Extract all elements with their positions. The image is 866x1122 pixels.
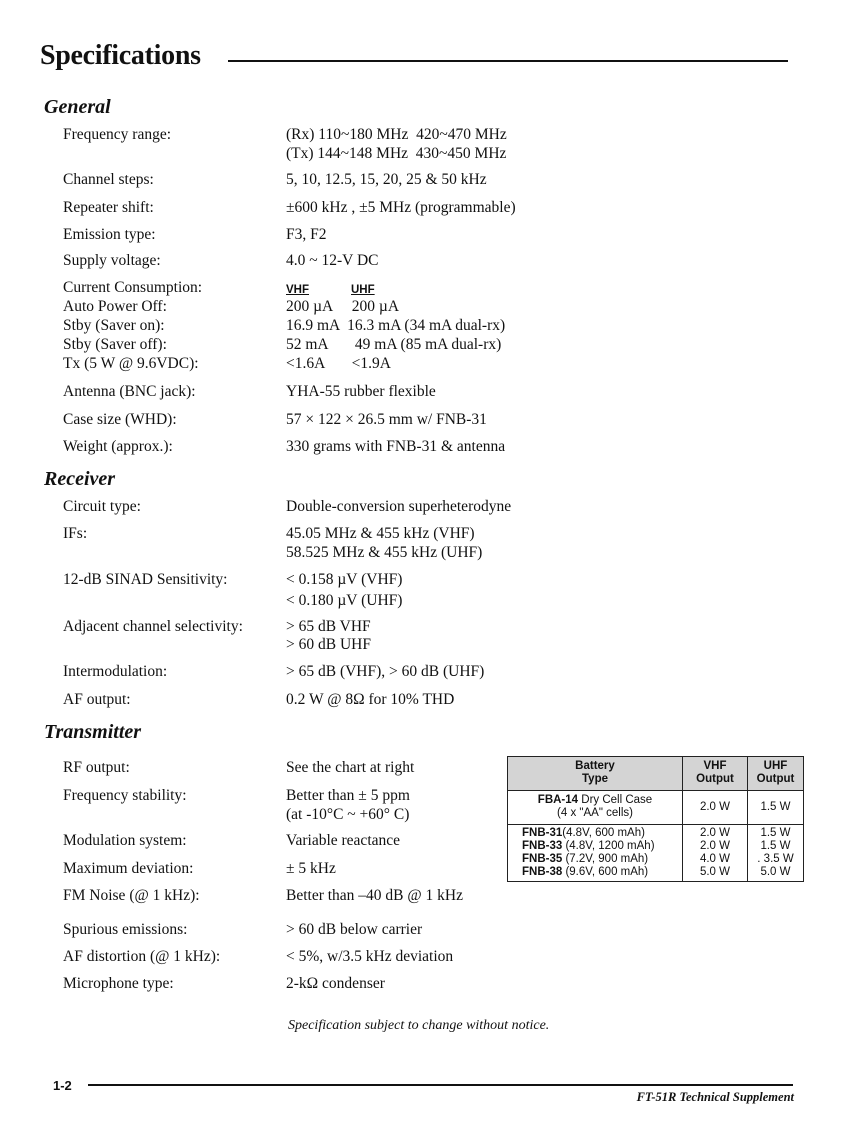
adj-value-2: > 60 dB UHF bbox=[286, 636, 371, 653]
current-vhf-header: VHF bbox=[286, 284, 309, 296]
uhf-output: 5.0 W bbox=[760, 866, 791, 878]
stby-off-value: 52 mA 49 mA (85 mA dual-rx) bbox=[286, 336, 502, 353]
table-row-group bbox=[508, 824, 803, 881]
table-row bbox=[508, 790, 803, 824]
section-transmitter: Transmitter bbox=[44, 721, 142, 743]
sinad-value-2: < 0.180 µV (UHF) bbox=[286, 592, 403, 609]
weight-label: Weight (approx.): bbox=[63, 438, 173, 455]
fm-noise-value: Better than –40 dB @ 1 kHz bbox=[286, 887, 463, 904]
case-value: 57 × 122 × 26.5 mm w/ FNB-31 bbox=[286, 411, 487, 428]
apo-value: 200 µA 200 µA bbox=[286, 298, 400, 315]
table-header-row bbox=[508, 757, 803, 790]
page-number: 1-2 bbox=[53, 1078, 72, 1093]
spurious-label: Spurious emissions: bbox=[63, 921, 188, 938]
antenna-label: Antenna (BNC jack): bbox=[63, 383, 196, 400]
change-notice: Specification subject to change without notice. bbox=[288, 1018, 550, 1033]
battery-desc: Dry Cell Case bbox=[578, 794, 653, 806]
battery-name: FNB-38 bbox=[522, 866, 563, 878]
steps-label: Channel steps: bbox=[63, 171, 154, 188]
current-uhf-header: UHF bbox=[351, 284, 375, 296]
heading-rule bbox=[228, 60, 788, 62]
freq-rx: (Rx) 110~180 MHz 420~470 MHz bbox=[286, 126, 507, 143]
apo-label: Auto Power Off: bbox=[63, 298, 167, 315]
table-row bbox=[522, 827, 682, 840]
steps-value: 5, 10, 12.5, 15, 20, 25 & 50 kHz bbox=[286, 171, 487, 188]
ifs-value-2: 58.525 MHz & 455 kHz (UHF) bbox=[286, 544, 483, 561]
battery-output-table bbox=[507, 756, 804, 882]
antenna-value: YHA-55 rubber flexible bbox=[286, 383, 436, 400]
supply-label: Supply voltage: bbox=[63, 252, 161, 269]
battery-name: FBA-14 bbox=[537, 794, 579, 806]
stby-on-label: Stby (Saver on): bbox=[63, 317, 165, 334]
stby-off-label: Stby (Saver off): bbox=[63, 336, 167, 353]
adj-label: Adjacent channel selectivity: bbox=[63, 618, 243, 635]
section-general: General bbox=[44, 96, 111, 118]
uhf-output: . 3.5 W bbox=[757, 853, 794, 865]
uhf-output: 1.5 W bbox=[760, 801, 791, 813]
uhf-output: 1.5 W bbox=[760, 827, 791, 839]
vhf-output: 2.0 W bbox=[683, 791, 748, 824]
rf-label: RF output: bbox=[63, 759, 130, 776]
vhf-output: 2.0 W bbox=[699, 827, 731, 839]
sinad-label: 12-dB SINAD Sensitivity: bbox=[63, 571, 228, 588]
header-uhf-output: Output bbox=[756, 773, 795, 785]
microphone-value: 2-kΩ condenser bbox=[286, 975, 385, 992]
stability-label: Frequency stability: bbox=[63, 787, 187, 804]
tx-current-label: Tx (5 W @ 9.6VDC): bbox=[63, 355, 199, 372]
footer-rule bbox=[88, 1084, 793, 1086]
deviation-value: ± 5 kHz bbox=[286, 860, 336, 877]
battery-name: FNB-35 bbox=[522, 853, 563, 865]
fm-noise-label: FM Noise (@ 1 kHz): bbox=[63, 887, 200, 904]
imod-value: > 65 dB (VHF), > 60 dB (UHF) bbox=[286, 663, 485, 680]
rf-value: See the chart at right bbox=[286, 759, 415, 776]
af-distortion-label: AF distortion (@ 1 kHz): bbox=[63, 948, 221, 965]
battery-name: FNB-33 bbox=[522, 840, 563, 852]
case-label: Case size (WHD): bbox=[63, 411, 177, 428]
page-heading: Specifications bbox=[40, 40, 201, 71]
supply-value: 4.0 ~ 12-V DC bbox=[286, 252, 379, 269]
spurious-value: > 60 dB below carrier bbox=[286, 921, 423, 938]
modulation-label: Modulation system: bbox=[63, 832, 187, 849]
ifs-value-1: 45.05 MHz & 455 kHz (VHF) bbox=[286, 525, 475, 542]
uhf-output: 1.5 W bbox=[760, 840, 791, 852]
vhf-output: 4.0 W bbox=[699, 853, 731, 865]
battery-desc: (7.2V, 900 mAh) bbox=[562, 853, 649, 865]
af-distortion-value: < 5%, w/3.5 kHz deviation bbox=[286, 948, 454, 965]
circuit-label: Circuit type: bbox=[63, 498, 141, 515]
emission-value: F3, F2 bbox=[286, 226, 327, 243]
header-battery: Battery bbox=[575, 760, 615, 772]
af-output-value: 0.2 W @ 8Ω for 10% THD bbox=[286, 691, 455, 708]
footer-title: FT-51R Technical Supplement bbox=[636, 1090, 794, 1104]
stability-value-2: (at -10°C ~ +60° C) bbox=[286, 806, 410, 823]
table-row bbox=[522, 840, 682, 853]
battery-desc: (4.8V, 1200 mAh) bbox=[562, 840, 655, 852]
sinad-value-1: < 0.158 µV (VHF) bbox=[286, 571, 403, 588]
table-row bbox=[522, 866, 682, 879]
shift-label: Repeater shift: bbox=[63, 199, 154, 216]
circuit-value: Double-conversion superheterodyne bbox=[286, 498, 512, 515]
stability-value-1: Better than ± 5 ppm bbox=[286, 787, 410, 804]
microphone-label: Microphone type: bbox=[63, 975, 174, 992]
section-receiver: Receiver bbox=[44, 468, 116, 490]
vhf-output: 2.0 W bbox=[699, 840, 731, 852]
header-vhf-output: Output bbox=[696, 773, 734, 785]
imod-label: Intermodulation: bbox=[63, 663, 168, 680]
ifs-label: IFs: bbox=[63, 525, 88, 542]
modulation-value: Variable reactance bbox=[286, 832, 401, 849]
af-output-label: AF output: bbox=[63, 691, 131, 708]
battery-name: FNB-31 bbox=[522, 827, 563, 839]
battery-desc: (4.8V, 600 mAh) bbox=[562, 827, 645, 839]
vhf-output: 5.0 W bbox=[699, 866, 731, 878]
emission-label: Emission type: bbox=[63, 226, 156, 243]
table-row bbox=[522, 853, 682, 866]
tx-current-value: <1.6A <1.9A bbox=[286, 355, 391, 372]
freq-label: Frequency range: bbox=[63, 126, 172, 143]
battery-desc: (9.6V, 600 mAh) bbox=[562, 866, 649, 878]
adj-value-1: > 65 dB VHF bbox=[286, 618, 371, 635]
header-uhf: UHF bbox=[763, 760, 788, 772]
current-label: Current Consumption: bbox=[63, 279, 203, 296]
deviation-label: Maximum deviation: bbox=[63, 860, 194, 877]
stby-on-value: 16.9 mA 16.3 mA (34 mA dual-rx) bbox=[286, 317, 506, 334]
battery-desc-2: (4 x "AA" cells) bbox=[557, 807, 633, 819]
freq-tx: (Tx) 144~148 MHz 430~450 MHz bbox=[286, 145, 507, 162]
shift-value: ±600 kHz , ±5 MHz (programmable) bbox=[286, 199, 516, 216]
header-vhf: VHF bbox=[703, 760, 727, 772]
weight-value: 330 grams with FNB-31 & antenna bbox=[286, 438, 506, 455]
header-type: Type bbox=[582, 773, 608, 785]
